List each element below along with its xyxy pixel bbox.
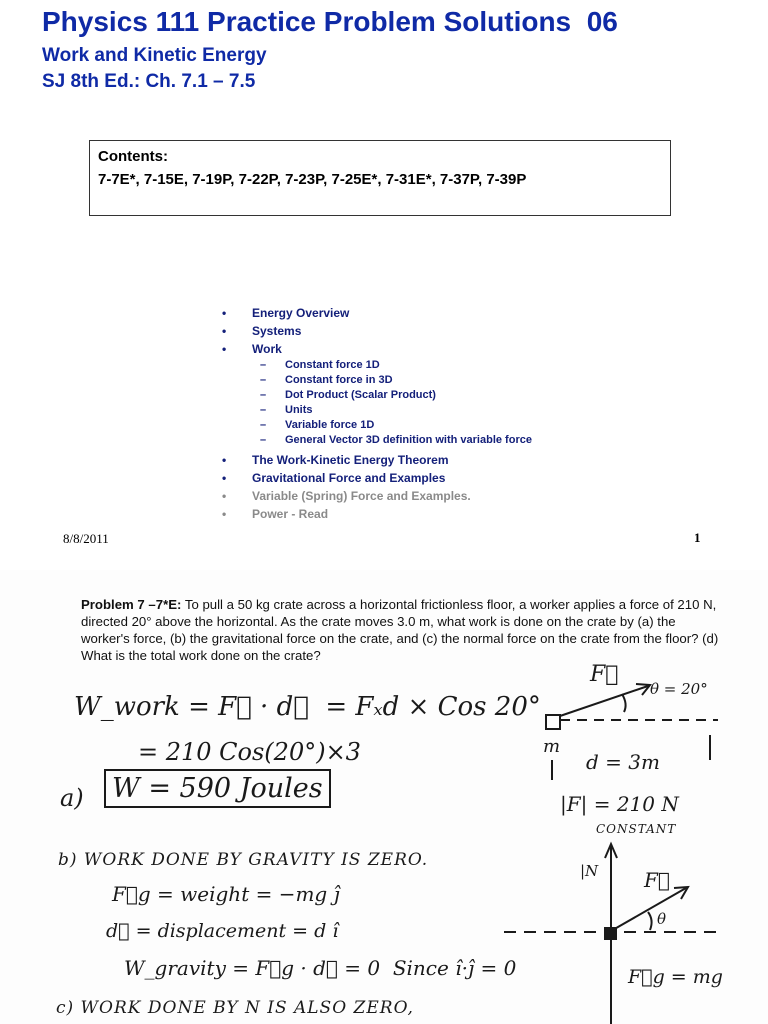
angle-arc-2 — [648, 912, 652, 930]
outline-subitem — [222, 359, 552, 374]
dash-icon: – — [260, 374, 267, 386]
topic-outline — [222, 305, 552, 524]
outline-item — [222, 488, 552, 506]
mass-dot — [605, 928, 616, 939]
slide-date: 8/8/2011 — [63, 531, 109, 546]
force-magnitude: |F| = 210 N — [560, 792, 679, 816]
answer-a-box: W = 590 Joules — [104, 769, 331, 808]
handwritten-solution-page — [0, 570, 768, 1024]
outline-subitem — [222, 404, 552, 419]
slide-subtitle-edition: SJ 8th Ed.: Ch. 7.1 – 7.5 — [42, 71, 256, 92]
angle-label: θ = 20° — [650, 680, 708, 698]
slide-subtitle-topic: Work and Kinetic Energy — [42, 45, 267, 66]
bullet-icon: • — [222, 306, 227, 320]
contents-label: Contents: — [98, 148, 168, 165]
outline-subitem — [222, 374, 552, 389]
outline-item-label: Variable (Spring) Force and Examples. — [252, 489, 471, 503]
outline-item — [222, 341, 552, 359]
outline-item — [222, 323, 552, 341]
bullet-icon: • — [222, 453, 227, 467]
outline-item — [222, 470, 552, 488]
dash-icon: – — [260, 419, 267, 431]
work-equation: W_work = F⃗ · d⃗ = Fₓd × Cos 20° — [74, 692, 541, 722]
bullet-icon: • — [222, 342, 227, 356]
crate-box — [546, 715, 560, 729]
dash-icon: – — [260, 359, 267, 371]
answer-a-label: a) — [60, 784, 84, 812]
part-b-statement: b) WORK DONE BY GRAVITY IS ZERO. — [58, 850, 429, 870]
force-vector-2 — [611, 888, 686, 931]
bullet-icon: • — [222, 471, 227, 485]
work-substitution: = 210 Cos(20°)×3 — [138, 738, 361, 766]
outline-item-label: Work — [252, 342, 282, 356]
contents-list: 7-7E*, 7-15E, 7-19P, 7-22P, 7-23P, 7-25E*, 7-31E*, 7-37P, 7-39P — [98, 171, 527, 188]
outline-item — [222, 305, 552, 323]
force-label-2: F⃗ — [644, 868, 670, 892]
outline-subitem-label: Dot Product (Scalar Product) — [285, 389, 436, 401]
displacement-vector: d⃗ = displacement = d î — [106, 920, 339, 942]
outline-item-label: The Work-Kinetic Energy Theorem — [252, 453, 449, 467]
bullet-icon: • — [222, 489, 227, 503]
outline-item-label: Systems — [252, 324, 302, 338]
outline-item-label: Energy Overview — [252, 306, 350, 320]
normal-label: |N — [580, 862, 599, 880]
angle-arc — [622, 694, 626, 712]
outline-subitem-label: General Vector 3D definition with variable force — [285, 434, 532, 446]
force-label: F⃗ — [590, 662, 619, 687]
outline-subitem — [222, 389, 552, 404]
dash-icon: – — [260, 434, 267, 446]
page-number: 1 — [694, 530, 701, 545]
outline-subitem — [222, 434, 552, 449]
dash-icon: – — [260, 389, 267, 401]
outline-subitem-label: Constant force 1D — [285, 359, 380, 371]
gravity-work: W_gravity = F⃗g · d⃗ = 0 Since î·ĵ = 0 — [124, 956, 517, 980]
outline-subitem-label: Constant force in 3D — [285, 374, 393, 386]
problem-title: Problem 7 –7*E: — [81, 597, 182, 612]
theta-label: θ — [657, 910, 667, 928]
bullet-icon: • — [222, 324, 227, 338]
outline-item-label: Gravitational Force and Examples — [252, 471, 446, 485]
gravity-weight: F⃗g = weight = −mg ĵ — [112, 882, 340, 906]
outline-item-label: Power - Read — [252, 507, 329, 521]
outline-item — [222, 452, 552, 470]
contents-box — [89, 140, 671, 216]
distance-label: d = 3m — [586, 750, 660, 774]
gravity-force-label: F⃗g = mg — [628, 966, 723, 988]
part-c-statement: c) WORK DONE BY N IS ALSO ZERO, — [56, 998, 414, 1018]
slide-title: Physics 111 Practice Problem Solutions 06 — [42, 6, 618, 37]
force-vector — [560, 686, 648, 716]
outline-item — [222, 506, 552, 524]
mass-label: m — [543, 736, 561, 757]
dash-icon: – — [260, 404, 267, 416]
outline-subitem-label: Units — [285, 404, 313, 416]
problem-text: To pull a 50 kg crate across a horizontal frictionless floor, a worker applies a force of 210 N, directed 20° above the horizontal. As the crate moves 3.0 m, what work is done on the crate by (a) the worker's force, (b) the gravitational force on the crate, and (c) the normal force on the crate from the floor? (d) What is the total work done on the crate? — [81, 597, 719, 663]
constant-label: CONSTANT — [596, 822, 677, 836]
outline-subitem — [222, 419, 552, 434]
bullet-icon: • — [222, 507, 227, 521]
outline-subitem-label: Variable force 1D — [285, 419, 375, 431]
